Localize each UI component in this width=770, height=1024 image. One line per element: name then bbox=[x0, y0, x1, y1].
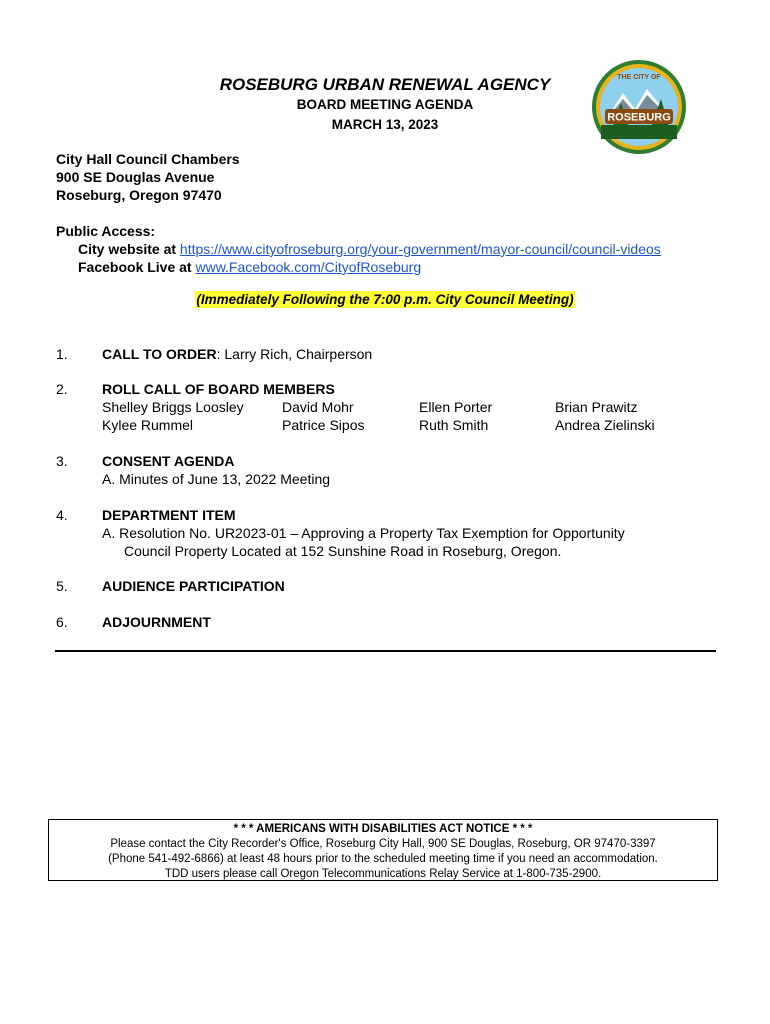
item-1-call-to-order bbox=[102, 346, 372, 362]
location-line-1: City Hall Council Chambers bbox=[56, 151, 240, 167]
member-name: David Mohr bbox=[282, 399, 354, 415]
city-seal-logo bbox=[591, 59, 687, 155]
ada-notice-line-2: (Phone 541-492-6866) at least 48 hours prior to the scheduled meeting time if you need an accommodation. bbox=[108, 853, 658, 865]
seal-city-name: ROSEBURG bbox=[607, 111, 671, 124]
timing-note: (Immediately Following the 7:00 p.m. City Council Meeting) bbox=[196, 292, 574, 307]
city-website-link[interactable]: https://www.cityofroseburg.org/your-government/mayor-council/council-videos bbox=[179, 241, 661, 257]
member-name: Ellen Porter bbox=[419, 399, 493, 415]
item-4-sub-a-line-1: A. Resolution No. UR2023-01 – Approving a Property Tax Exemption for Opportunity bbox=[102, 525, 625, 541]
member-name: Kylee Rummel bbox=[102, 417, 194, 433]
agency-title: ROSEBURG URBAN RENEWAL AGENCY bbox=[219, 75, 551, 94]
ada-notice-line-3: TDD users please call Oregon Telecommunications Relay Service at 1-800-735-2900. bbox=[164, 868, 602, 880]
item-6-heading: ADJOURNMENT bbox=[102, 614, 211, 630]
agenda-subtitle: BOARD MEETING AGENDA bbox=[296, 97, 474, 112]
meeting-date: MARCH 13, 2023 bbox=[331, 117, 439, 132]
member-name: Shelley Briggs Loosley bbox=[102, 399, 244, 415]
public-access-heading: Public Access: bbox=[56, 223, 156, 239]
item-6-number: 6. bbox=[56, 614, 68, 630]
facebook-live-link[interactable]: www.Facebook.com/CityofRoseburg bbox=[195, 259, 422, 275]
item-1-number: 1. bbox=[56, 346, 68, 362]
public-access-block bbox=[56, 222, 661, 276]
item-3-heading: CONSENT AGENDA bbox=[102, 453, 235, 469]
item-1-detail: : Larry Rich, Chairperson bbox=[216, 346, 373, 362]
item-5-heading: AUDIENCE PARTICIPATION bbox=[102, 578, 285, 594]
member-name: Brian Prawitz bbox=[555, 399, 638, 415]
location-line-2: 900 SE Douglas Avenue bbox=[56, 169, 215, 185]
ada-notice-line-1: Please contact the City Recorder's Office, Roseburg City Hall, 900 SE Douglas, Roseburg, OR 97470-3397 bbox=[110, 838, 656, 850]
member-name: Andrea Zielinski bbox=[555, 417, 655, 433]
member-name: Ruth Smith bbox=[419, 417, 489, 433]
facebook-label: Facebook Live at bbox=[78, 259, 196, 275]
ada-notice-box bbox=[48, 819, 718, 881]
item-2-heading: ROLL CALL OF BOARD MEMBERS bbox=[102, 381, 335, 397]
location-line-3: Roseburg, Oregon 97470 bbox=[56, 187, 222, 203]
item-4-heading: DEPARTMENT ITEM bbox=[102, 507, 236, 523]
section-divider bbox=[55, 650, 716, 652]
location-block bbox=[56, 150, 240, 204]
item-3-sub-a: A. Minutes of June 13, 2022 Meeting bbox=[102, 471, 331, 487]
seal-top-text: THE CITY OF bbox=[617, 74, 661, 81]
item-4-number: 4. bbox=[56, 507, 68, 523]
member-name: Patrice Sipos bbox=[282, 417, 365, 433]
item-5-number: 5. bbox=[56, 578, 68, 594]
item-4-sub-a-line-2: Council Property Located at 152 Sunshine Road in Roseburg, Oregon. bbox=[124, 543, 562, 559]
item-2-number: 2. bbox=[56, 381, 68, 397]
website-label: City website at bbox=[78, 241, 180, 257]
item-3-number: 3. bbox=[56, 453, 68, 469]
item-1-heading: CALL TO ORDER bbox=[102, 346, 217, 362]
ada-notice-title: * * * AMERICANS WITH DISABILITIES ACT NOTICE * * * bbox=[233, 823, 533, 835]
